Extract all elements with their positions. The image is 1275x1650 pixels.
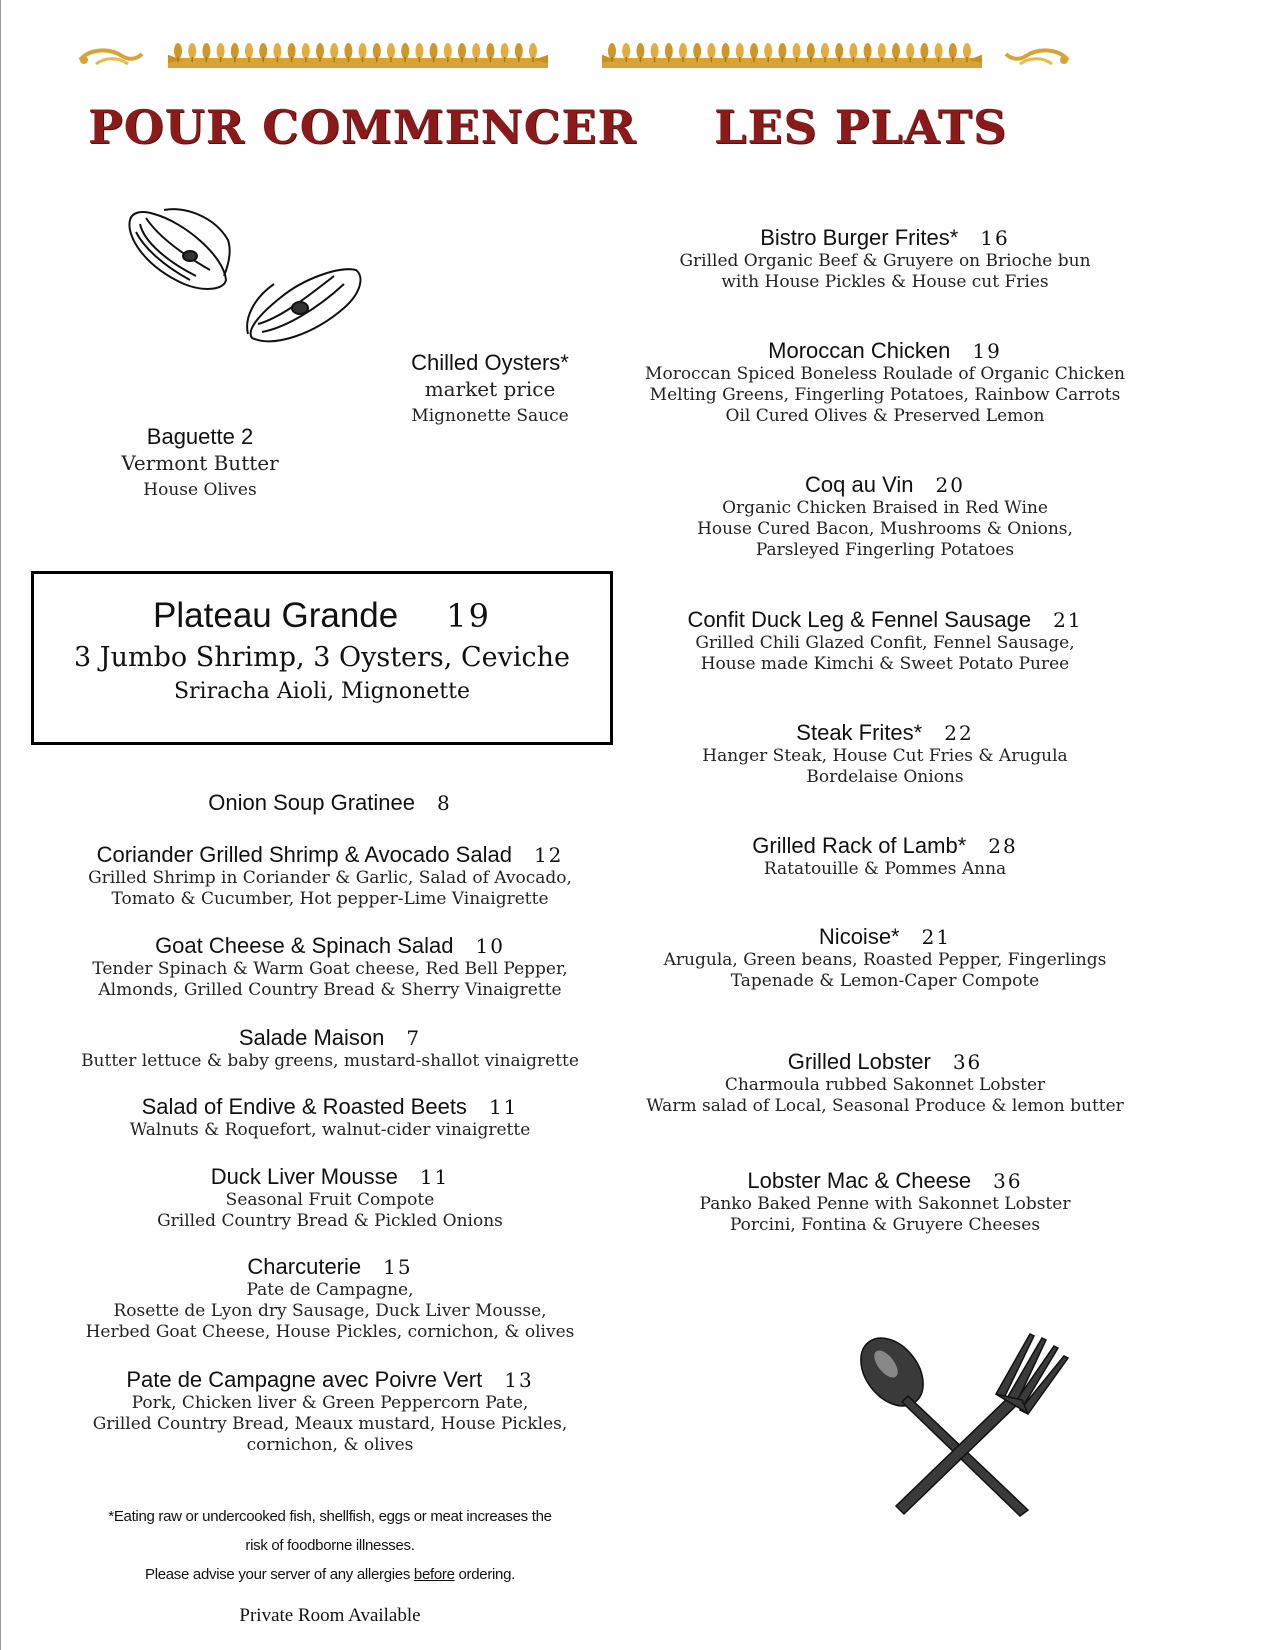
starter-item-name: Pate de Campagne avec Poivre Vert bbox=[126, 1367, 483, 1392]
main-item-name: Nicoise* bbox=[818, 924, 900, 949]
main-item-desc: Warm salad of Local, Seasonal Produce & lemon butter bbox=[646, 1096, 1124, 1116]
disclaimer-line-2: risk of foodborne illnesses. bbox=[245, 1537, 415, 1554]
starter-item-heading bbox=[30, 1254, 630, 1280]
main-item-desc: Grilled Chili Glazed Confit, Fennel Sausage, bbox=[695, 633, 1075, 653]
disclaimer-line-3-pre: Please advise your server of any allergies bbox=[144, 1566, 414, 1583]
main-item bbox=[610, 472, 1160, 561]
starter-item bbox=[30, 1254, 630, 1343]
starter-item-name: Onion Soup Gratinee bbox=[208, 790, 415, 815]
main-item-desc: Parsleyed Fingerling Potatoes bbox=[755, 540, 1015, 560]
main-item bbox=[610, 607, 1160, 675]
main-item-heading bbox=[610, 338, 1160, 364]
main-item-price: 21 bbox=[1053, 608, 1083, 632]
right-wheat-border-ornament bbox=[602, 38, 982, 72]
plateau-grande-name: Plateau Grande bbox=[153, 596, 399, 635]
starter-item-name: Salade Maison bbox=[238, 1025, 385, 1050]
starter-item-desc: Grilled Shrimp in Coriander & Garlic, Salad of Avocado, bbox=[88, 868, 572, 888]
starters-section-title: POUR COMMENCER bbox=[88, 100, 637, 154]
main-item-desc: Hanger Steak, House Cut Fries & Arugula bbox=[702, 746, 1068, 766]
starter-item-heading bbox=[30, 790, 630, 816]
main-item-desc: House Cured Bacon, Mushrooms & Onions, bbox=[697, 519, 1073, 539]
main-item-desc: Organic Chicken Braised in Red Wine bbox=[722, 498, 1048, 518]
main-item-name: Grilled Lobster bbox=[787, 1049, 931, 1074]
main-item-price: 16 bbox=[980, 226, 1010, 250]
oyster-shells-icon bbox=[124, 206, 374, 350]
main-item-desc: Panko Baked Penne with Sakonnet Lobster bbox=[699, 1194, 1071, 1214]
starter-item-price: 7 bbox=[406, 1026, 422, 1050]
baguette-item bbox=[90, 424, 310, 501]
main-item-name: Moroccan Chicken bbox=[768, 338, 951, 363]
main-item bbox=[610, 1168, 1160, 1236]
starter-item-desc: Rosette de Lyon dry Sausage, Duck Liver Mousse, bbox=[113, 1301, 547, 1321]
starter-item-name: Coriander Grilled Shrimp & Avocado Salad bbox=[96, 842, 512, 867]
starter-item-name: Duck Liver Mousse bbox=[210, 1164, 398, 1189]
starter-item-name: Goat Cheese & Spinach Salad bbox=[155, 933, 454, 958]
starter-item-price: 11 bbox=[419, 1165, 450, 1189]
main-item-desc: Oil Cured Olives & Preserved Lemon bbox=[725, 406, 1045, 426]
starter-item-price: 12 bbox=[533, 843, 564, 867]
starter-item-desc: Grilled Country Bread, Meaux mustard, House Pickles, bbox=[92, 1414, 568, 1434]
main-item-heading bbox=[610, 833, 1160, 859]
starter-item-desc: Seasonal Fruit Compote bbox=[225, 1190, 435, 1210]
main-item-name: Steak Frites* bbox=[796, 720, 923, 745]
main-item-price: 36 bbox=[993, 1169, 1023, 1193]
starter-item-desc: Butter lettuce & baby greens, mustard-shallot vinaigrette bbox=[81, 1051, 579, 1071]
main-item-desc: Moroccan Spiced Boneless Roulade of Organic Chicken bbox=[645, 364, 1125, 384]
disclaimer-line-1: *Eating raw or undercooked fish, shellfish, eggs or meat increases the bbox=[108, 1508, 552, 1525]
starter-item bbox=[30, 790, 630, 816]
main-item-price: 21 bbox=[921, 925, 952, 949]
main-item-price: 36 bbox=[952, 1050, 983, 1074]
main-item-desc: Bordelaise Onions bbox=[806, 767, 964, 787]
spoon-fork-icon bbox=[846, 1330, 1082, 1524]
main-item bbox=[610, 720, 1160, 788]
chilled-oysters-name: Chilled Oysters* bbox=[411, 350, 569, 375]
starter-item-price: 15 bbox=[383, 1255, 413, 1279]
main-item bbox=[610, 338, 1160, 427]
starter-item bbox=[30, 1367, 630, 1456]
main-item bbox=[610, 833, 1160, 880]
starter-item bbox=[30, 842, 630, 910]
main-item-name: Confit Duck Leg & Fennel Sausage bbox=[687, 607, 1032, 632]
left-swirl-ornament bbox=[76, 38, 146, 72]
baguette-name: Baguette 2 bbox=[146, 424, 254, 449]
main-item-name: Bistro Burger Frites* bbox=[760, 225, 959, 250]
starter-item-desc: Walnuts & Roquefort, walnut-cider vinaigrette bbox=[129, 1120, 531, 1140]
chilled-oysters-item bbox=[380, 350, 600, 427]
main-item-desc: Ratatouille & Pommes Anna bbox=[763, 859, 1007, 879]
main-item-heading bbox=[610, 472, 1160, 498]
starter-item-heading bbox=[30, 842, 630, 868]
starter-item bbox=[30, 1025, 630, 1072]
plateau-grande-heading bbox=[34, 596, 610, 636]
main-item-desc: Arugula, Green beans, Roasted Pepper, Fingerlings bbox=[663, 950, 1107, 970]
chilled-oysters-desc: Mignonette Sauce bbox=[411, 406, 569, 426]
main-item-heading bbox=[610, 924, 1160, 950]
main-item-price: 20 bbox=[935, 473, 965, 497]
plateau-grande-desc-2: Sriracha Aioli, Mignonette bbox=[173, 679, 471, 704]
starter-item-heading bbox=[30, 1164, 630, 1190]
plateau-grande-desc-1: 3 Jumbo Shrimp, 3 Oysters, Ceviche bbox=[74, 642, 570, 673]
starter-item bbox=[30, 933, 630, 1001]
starter-item bbox=[30, 1094, 630, 1141]
main-item-name: Lobster Mac & Cheese bbox=[747, 1168, 972, 1193]
starter-item-price: 13 bbox=[504, 1368, 534, 1392]
starter-item-desc: Grilled Country Bread & Pickled Onions bbox=[157, 1211, 503, 1231]
main-item bbox=[610, 924, 1160, 992]
main-item-price: 28 bbox=[988, 834, 1018, 858]
main-item-heading bbox=[610, 1168, 1160, 1194]
main-item-heading bbox=[610, 1049, 1160, 1075]
right-swirl-ornament bbox=[1002, 38, 1072, 72]
main-item-heading bbox=[610, 720, 1160, 746]
starter-item-name: Salad of Endive & Roasted Beets bbox=[141, 1094, 467, 1119]
plateau-grande-box bbox=[31, 571, 613, 745]
starter-item-name: Charcuterie bbox=[247, 1254, 362, 1279]
disclaimer-line-3-post: ordering. bbox=[454, 1566, 516, 1583]
starter-item-price: 10 bbox=[475, 934, 505, 958]
starter-item-desc: Almonds, Grilled Country Bread & Sherry Vinaigrette bbox=[98, 980, 562, 1000]
main-item-desc: with House Pickles & House cut Fries bbox=[721, 272, 1049, 292]
main-item-heading bbox=[610, 225, 1160, 251]
private-room-note: Private Room Available bbox=[239, 1605, 421, 1626]
page-edge bbox=[0, 0, 1, 1650]
main-item-desc: Porcini, Fontina & Gruyere Cheeses bbox=[729, 1215, 1041, 1235]
left-wheat-border-ornament bbox=[168, 38, 548, 72]
main-item-heading bbox=[610, 607, 1160, 633]
starter-item-price: 11 bbox=[488, 1095, 519, 1119]
starter-item bbox=[30, 1164, 630, 1232]
chilled-oysters-price: market price bbox=[424, 377, 556, 401]
starter-item-desc: Tender Spinach & Warm Goat cheese, Red Bell Pepper, bbox=[92, 959, 568, 979]
main-item-desc: Tapenade & Lemon-Caper Compote bbox=[730, 971, 1040, 991]
starter-item-desc: Herbed Goat Cheese, House Pickles, cornichon, & olives bbox=[85, 1322, 575, 1342]
main-item-desc: House made Kimchi & Sweet Potato Puree bbox=[700, 654, 1070, 674]
baguette-desc-1: Vermont Butter bbox=[121, 451, 279, 475]
starter-item-heading bbox=[30, 1367, 630, 1393]
main-item-desc: Grilled Organic Beef & Gruyere on Brioche bun bbox=[679, 251, 1091, 271]
main-item-price: 19 bbox=[972, 339, 1002, 363]
main-item-name: Grilled Rack of Lamb* bbox=[752, 833, 967, 858]
starter-item-desc: Pork, Chicken liver & Green Peppercorn Pate, bbox=[131, 1393, 529, 1413]
main-item-price: 22 bbox=[944, 721, 974, 745]
starter-item-heading bbox=[30, 1025, 630, 1051]
starter-item-price: 8 bbox=[436, 791, 452, 815]
main-item bbox=[610, 225, 1160, 293]
disclaimer-line-3 bbox=[30, 1566, 630, 1583]
mains-section-title: LES PLATS bbox=[714, 100, 1008, 154]
starter-item-desc: Tomato & Cucumber, Hot pepper-Lime Vinaigrette bbox=[111, 889, 549, 909]
disclaimer-before-word: before bbox=[413, 1566, 455, 1583]
main-item-desc: Melting Greens, Fingerling Potatoes, Rainbow Carrots bbox=[649, 385, 1121, 405]
main-item-desc: Charmoula rubbed Sakonnet Lobster bbox=[724, 1075, 1046, 1095]
starter-item-desc: Pate de Campagne, bbox=[246, 1280, 414, 1300]
main-item-name: Coq au Vin bbox=[805, 472, 914, 497]
starter-item-desc: cornichon, & olives bbox=[246, 1435, 414, 1455]
baguette-desc-2: House Olives bbox=[143, 480, 257, 500]
starter-item-heading bbox=[30, 1094, 630, 1120]
main-item bbox=[610, 1049, 1160, 1117]
plateau-grande-price: 19 bbox=[446, 597, 491, 635]
starter-item-heading bbox=[30, 933, 630, 959]
